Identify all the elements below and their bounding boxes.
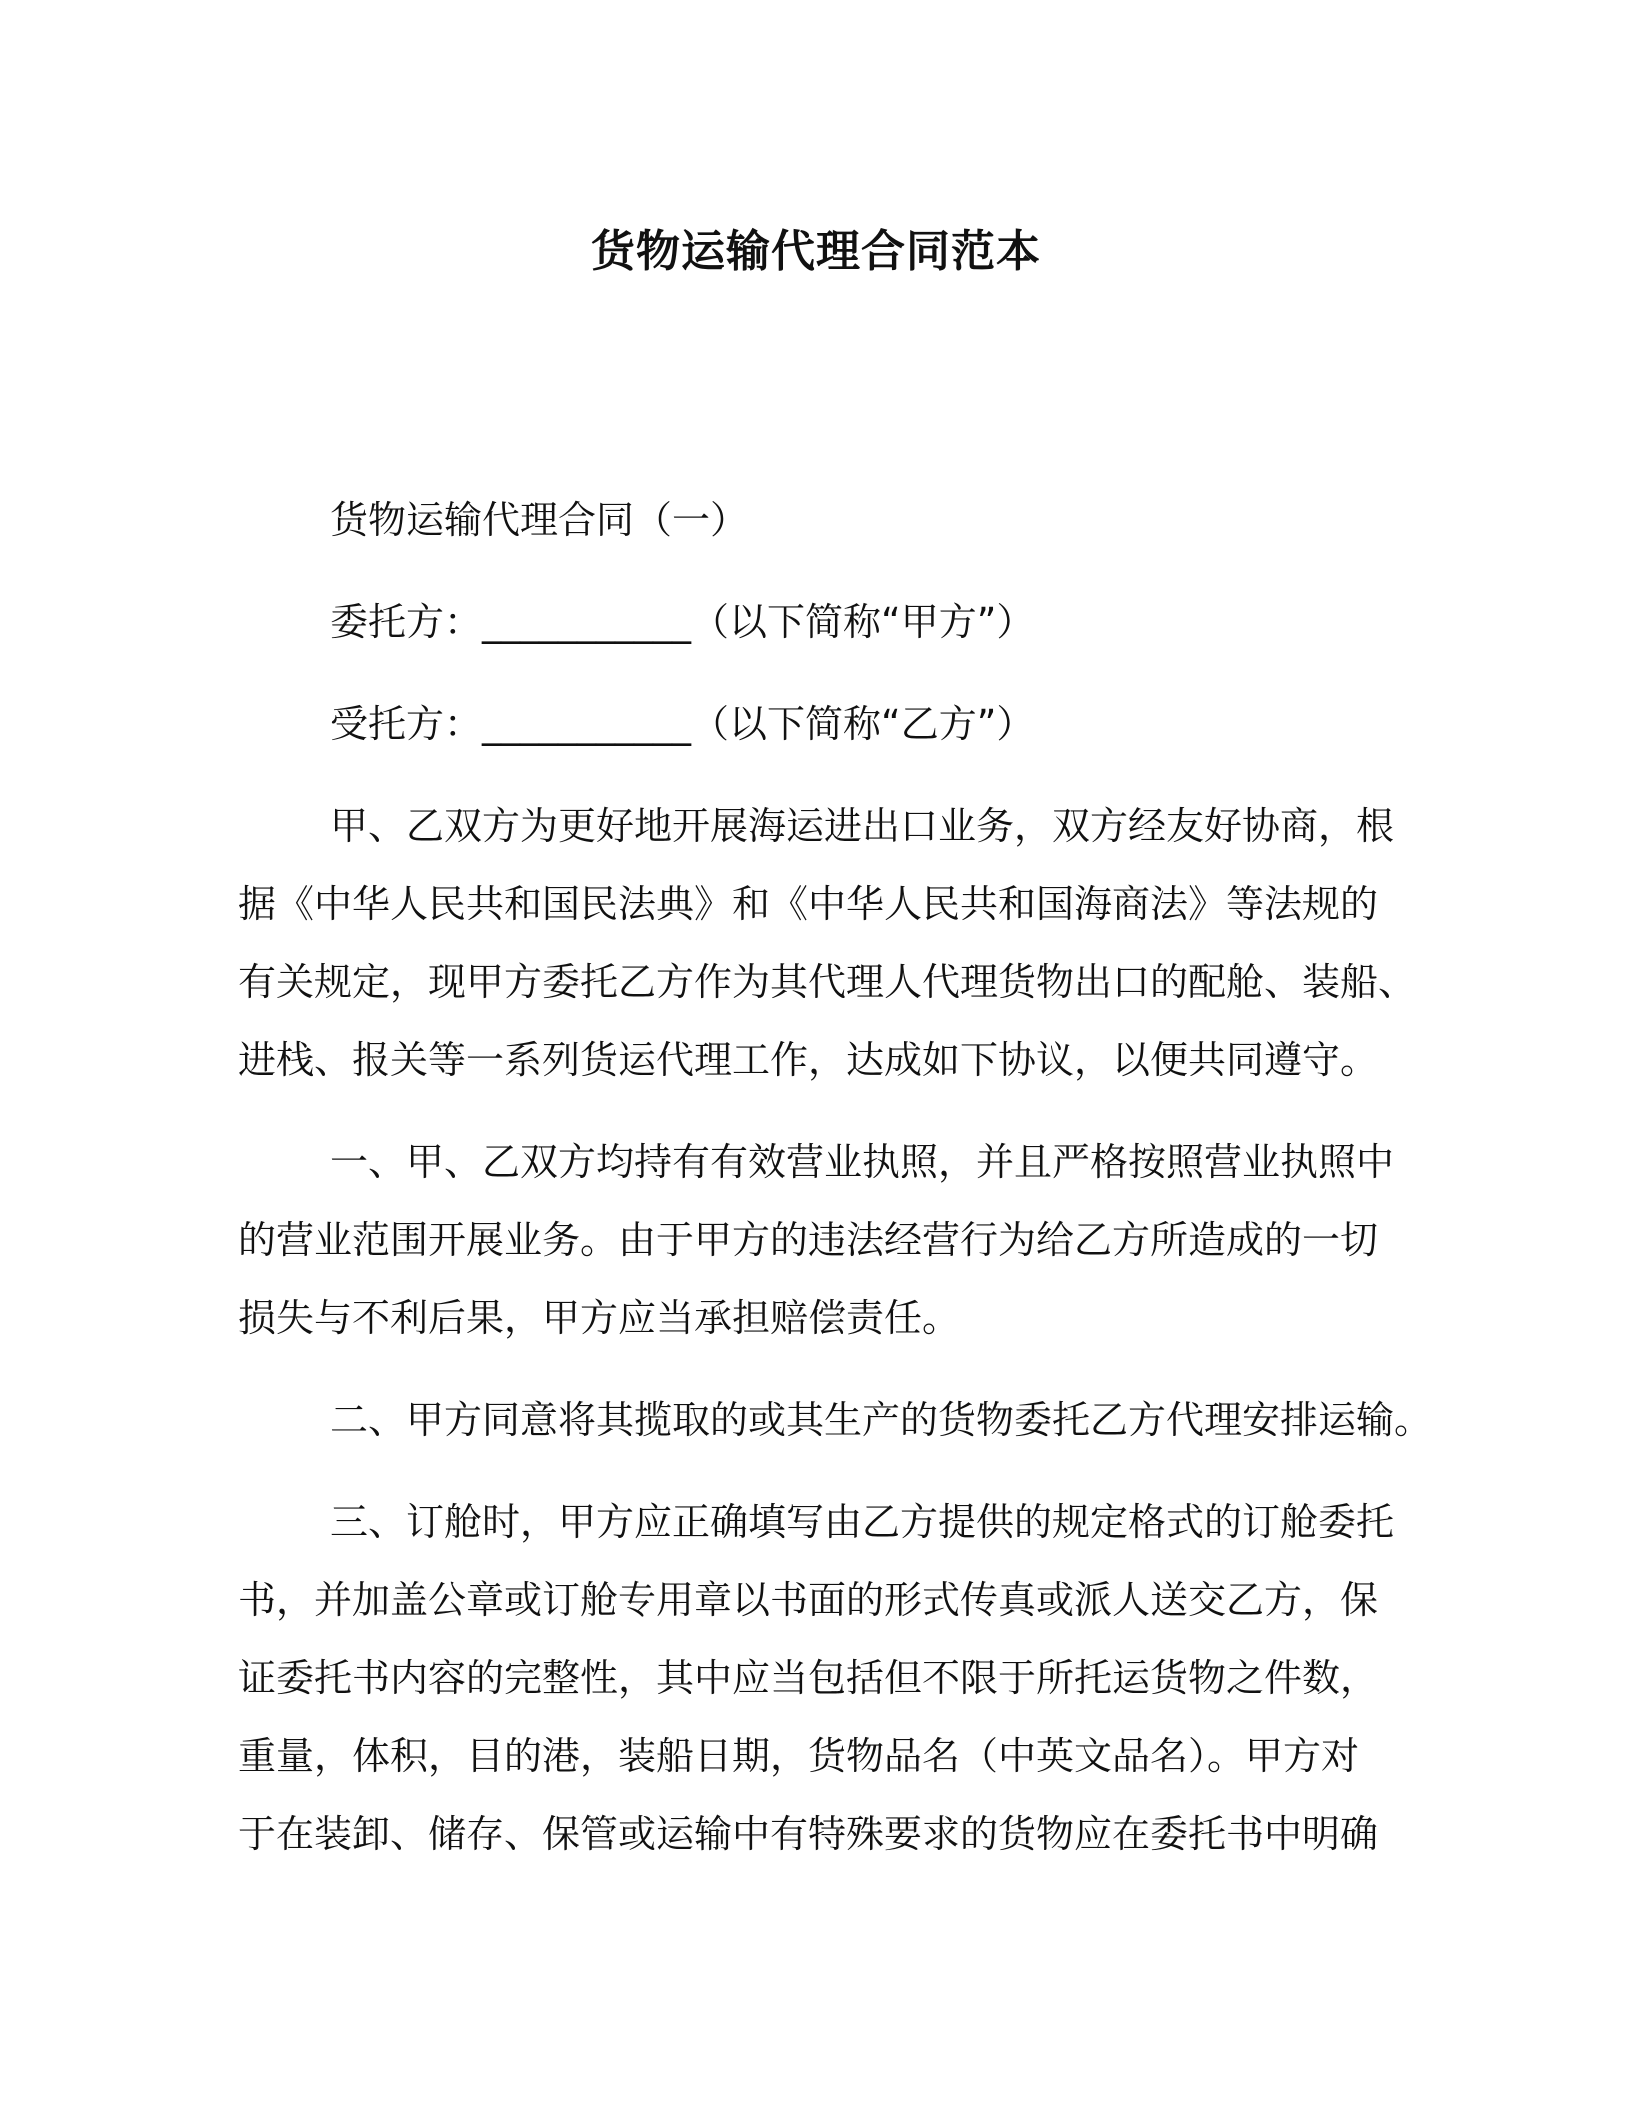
preamble-line: 进栈、报关等一系列货运代理工作，达成如下协议，以便共同遵守。 — [238, 1038, 1379, 1082]
clause-3-line: 重量，体积，目的港，装船日期，货物品名（中英文品名）。甲方对 — [238, 1734, 1360, 1778]
clause-3-line: 于在装卸、储存、保管或运输中有特殊要求的货物应在委托书中明确 — [238, 1812, 1379, 1856]
preamble-line: 据《中华人民共和国民法典》和《中华人民共和国海商法》等法规的 — [238, 882, 1379, 926]
clause-1-line: 损失与不利后果，甲方应当承担赔偿责任。 — [238, 1296, 961, 1340]
preamble-line: 有关规定，现甲方委托乙方作为其代理人代理货物出口的配舱、装船、 — [238, 960, 1417, 1004]
client-party-line: 委托方：___________（以下简称“甲方”） — [330, 600, 1035, 644]
document-title: 货物运输代理合同范本 — [591, 226, 1041, 277]
clause-3-line: 书，并加盖公章或订舱专用章以书面的形式传真或派人送交乙方，保 — [238, 1578, 1379, 1622]
clause-1-line: 一、甲、乙双方均持有有效营业执照，并且严格按照营业执照中 — [330, 1140, 1395, 1184]
preamble-line: 甲、乙双方为更好地开展海运进出口业务，双方经友好协商，根 — [330, 804, 1395, 848]
clause-1-line: 的营业范围开展业务。由于甲方的违法经营行为给乙方所造成的一切 — [238, 1218, 1379, 1262]
clause-2-line: 二、甲方同意将其揽取的或其生产的货物委托乙方代理安排运输。 — [330, 1398, 1433, 1442]
agent-party-line: 受托方：___________（以下简称“乙方”） — [330, 702, 1035, 746]
contract-subtitle: 货物运输代理合同（一） — [330, 498, 749, 542]
clause-3-line: 三、订舱时，甲方应正确填写由乙方提供的规定格式的订舱委托 — [330, 1500, 1395, 1544]
clause-3-line: 证委托书内容的完整性，其中应当包括但不限于所托运货物之件数， — [238, 1656, 1379, 1700]
